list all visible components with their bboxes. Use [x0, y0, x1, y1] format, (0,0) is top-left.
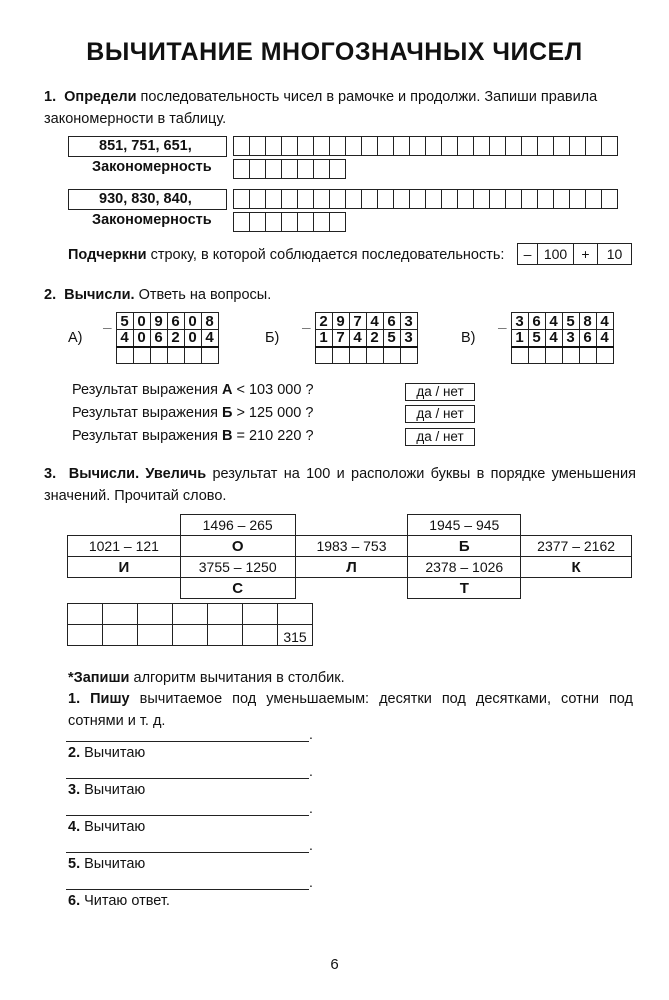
grid-cell[interactable]: [314, 136, 330, 156]
example-c-label: В): [461, 330, 476, 346]
task3-instruction: 3. Вычисли. Увеличь результат на 100 и расположи буквы в порядке уменьшения значений. Прочитай слово.: [44, 466, 636, 504]
pattern-grid-2[interactable]: [233, 212, 346, 232]
expr-b: 1945 – 945: [408, 515, 521, 536]
grid-cell[interactable]: [234, 189, 250, 209]
grid-cell[interactable]: [266, 136, 282, 156]
page-title: ВЫЧИТАНИЕ МНОГОЗНАЧНЫХ ЧИСЕЛ: [86, 38, 583, 66]
grid-cell[interactable]: [250, 136, 266, 156]
task1-instruction: 1. Определи последовательность чисел в рамочке и продолжи. Запиши правила закономерности в таблицу.: [44, 89, 598, 127]
letter-b: Б: [408, 536, 521, 557]
grid-cell[interactable]: [378, 136, 394, 156]
sequence-box-2: 930, 830, 840,: [68, 189, 227, 210]
grid-cell[interactable]: [474, 189, 490, 209]
grid-cell[interactable]: [522, 189, 538, 209]
grid-cell[interactable]: [314, 159, 330, 179]
rule-value-2: 10: [606, 246, 623, 262]
question-a: Результат выражения А < 103 000 ?: [72, 382, 314, 398]
grid-cell[interactable]: [330, 159, 346, 179]
sequence-box-1: 851, 751, 651,: [68, 136, 227, 157]
question-b: Результат выражения Б > 125 000 ?: [72, 405, 314, 421]
grid-cell[interactable]: [394, 136, 410, 156]
grid-cell[interactable]: [234, 159, 250, 179]
grid-cell[interactable]: [282, 159, 298, 179]
grid-cell[interactable]: [410, 136, 426, 156]
question-c: Результат выражения В = 210 220 ?: [72, 428, 314, 444]
algorithm-step-6: 6. Читаю ответ.: [68, 893, 170, 909]
grid-cell[interactable]: [234, 212, 250, 232]
grid-cell[interactable]: [426, 136, 442, 156]
example-a-label: А): [68, 330, 83, 346]
answer-line-1[interactable]: .: [66, 726, 313, 742]
grid-cell[interactable]: [362, 189, 378, 209]
grid-cell[interactable]: [506, 189, 522, 209]
grid-cell[interactable]: [282, 212, 298, 232]
grid-cell[interactable]: [298, 189, 314, 209]
grid-cell[interactable]: [538, 189, 554, 209]
grid-cell[interactable]: [458, 136, 474, 156]
pattern-grid-1[interactable]: [233, 159, 346, 179]
grid-cell[interactable]: [298, 212, 314, 232]
grid-cell[interactable]: [314, 189, 330, 209]
rule-box: [517, 243, 632, 265]
grid-cell[interactable]: [442, 189, 458, 209]
grid-cell[interactable]: [586, 189, 602, 209]
example-a: _ 5 0 9 6 0 8 4 0 6 2 0 4: [99, 312, 219, 364]
grid-cell[interactable]: [250, 212, 266, 232]
rule-value-1: 100: [538, 244, 574, 264]
grid-cell[interactable]: [282, 189, 298, 209]
answer-line-2[interactable]: .: [66, 763, 313, 779]
algorithm-step-1: 1. Пишу вычитаемое под уменьшаемым: десятки под десятками, сотни под сотнями и т. д.: [68, 691, 634, 729]
grid-cell[interactable]: [330, 189, 346, 209]
letter-k: К: [521, 557, 632, 578]
grid-cell[interactable]: [570, 136, 586, 156]
answer-last-cell: 315: [278, 625, 313, 646]
grid-cell[interactable]: [554, 136, 570, 156]
pattern-label-2: Закономерность: [92, 212, 212, 228]
grid-cell[interactable]: [346, 136, 362, 156]
grid-cell[interactable]: [506, 136, 522, 156]
expr-i: 1021 – 121: [68, 536, 181, 557]
answer-b-yes-no[interactable]: да / нет: [405, 405, 475, 423]
rule-sign-2: +: [574, 244, 598, 264]
grid-cell[interactable]: [330, 212, 346, 232]
grid-cell[interactable]: [522, 136, 538, 156]
expr-t: 2378 – 1026: [408, 557, 521, 578]
task2-instruction: 2. Вычисли. Ответь на вопросы.: [44, 287, 272, 303]
task3-chain-table: [67, 514, 632, 599]
letter-t: Т: [408, 578, 521, 599]
grid-cell[interactable]: [490, 189, 506, 209]
example-b-label: Б): [265, 330, 280, 346]
continue-grid-1[interactable]: [233, 136, 618, 156]
grid-cell[interactable]: [586, 136, 602, 156]
grid-cell[interactable]: [298, 136, 314, 156]
example-b: _ 2 9 7 4 6 3 1 7 4 2 5 3: [298, 312, 418, 364]
continue-grid-2[interactable]: [233, 189, 618, 209]
algorithm-step-5: 5. Вычитаю: [68, 856, 146, 872]
grid-cell[interactable]: [234, 136, 250, 156]
grid-cell[interactable]: [602, 189, 618, 209]
grid-cell[interactable]: [474, 136, 490, 156]
answer-line-3[interactable]: .: [66, 800, 313, 816]
answer-line-4[interactable]: .: [66, 837, 313, 853]
grid-cell[interactable]: [410, 189, 426, 209]
grid-cell[interactable]: [362, 136, 378, 156]
grid-cell[interactable]: [538, 136, 554, 156]
expr-o: 1496 – 265: [180, 515, 295, 536]
algorithm-step-3: 3. Вычитаю: [68, 782, 146, 798]
grid-cell[interactable]: [490, 136, 506, 156]
grid-cell[interactable]: [266, 189, 282, 209]
grid-cell[interactable]: [314, 212, 330, 232]
grid-cell[interactable]: [266, 212, 282, 232]
algorithm-step-2: 2. Вычитаю: [68, 745, 146, 761]
algorithm-intro: *Запиши алгоритм вычитания в столбик.: [68, 670, 345, 686]
algorithm-step-4: 4. Вычитаю: [68, 819, 146, 835]
expr-s: 3755 – 1250: [180, 557, 295, 578]
answer-c-yes-no[interactable]: да / нет: [405, 428, 475, 446]
grid-cell[interactable]: [250, 159, 266, 179]
example-c: _ 3 6 4 5 8 4 1 5 4 3 6 4: [494, 312, 614, 364]
answer-word-table[interactable]: [67, 603, 313, 646]
pattern-label-1: Закономерность: [92, 159, 212, 175]
grid-cell[interactable]: [378, 189, 394, 209]
grid-cell[interactable]: [282, 136, 298, 156]
letter-l: Л: [295, 557, 408, 578]
grid-cell[interactable]: [554, 189, 570, 209]
grid-cell[interactable]: [250, 189, 266, 209]
letter-o: О: [180, 536, 295, 557]
grid-cell[interactable]: [426, 189, 442, 209]
grid-cell[interactable]: [266, 159, 282, 179]
grid-cell[interactable]: [330, 136, 346, 156]
grid-cell[interactable]: [442, 136, 458, 156]
grid-cell[interactable]: [394, 189, 410, 209]
letter-s: С: [180, 578, 295, 599]
expr-l: 1983 – 753: [295, 536, 408, 557]
grid-cell[interactable]: [346, 189, 362, 209]
letter-i: И: [68, 557, 181, 578]
underline-instruction: Подчеркни строку, в которой соблюдается последовательность:: [68, 247, 505, 263]
expr-k: 2377 – 2162: [521, 536, 632, 557]
grid-cell[interactable]: [570, 189, 586, 209]
grid-cell[interactable]: [458, 189, 474, 209]
rule-sign-1: –: [518, 244, 538, 264]
grid-cell[interactable]: [602, 136, 618, 156]
grid-cell[interactable]: [298, 159, 314, 179]
answer-a-yes-no[interactable]: да / нет: [405, 383, 475, 401]
page-number: 6: [330, 956, 339, 973]
answer-line-5[interactable]: .: [66, 874, 313, 890]
